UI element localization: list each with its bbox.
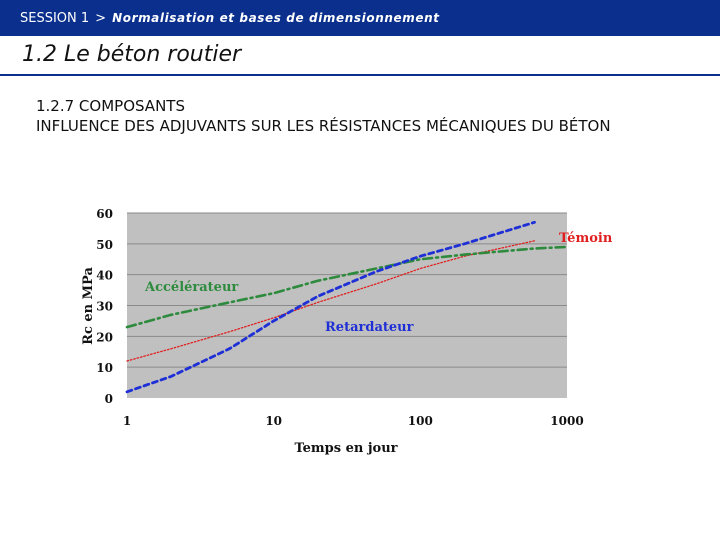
x-axis-label: Temps en jour <box>294 441 398 456</box>
y-tick-label: 20 <box>96 330 113 345</box>
section-title: 1.2 Le béton routier <box>22 42 242 67</box>
breadcrumb-separator: > <box>95 10 107 26</box>
y-axis-label: Rc en MPa <box>81 267 96 345</box>
y-tick-label: 40 <box>96 268 113 283</box>
y-tick-label: 30 <box>96 299 113 314</box>
session-label: SESSION 1 <box>20 10 90 26</box>
x-tick-label: 10 <box>265 414 283 428</box>
y-tick-label: 60 <box>96 207 113 221</box>
x-tick-label: 1 <box>122 414 132 428</box>
series-label-retardateur: Retardateur <box>325 320 414 335</box>
heading-line-2: INFLUENCE DES ADJUVANTS SUR LES RÉSISTANCES MÉCANIQUES DU BÉTON <box>36 117 611 135</box>
y-tick-label: 10 <box>96 361 113 376</box>
y-tick-label: 50 <box>96 237 113 252</box>
x-tick-labels <box>123 414 584 428</box>
y-tick-label: 0 <box>104 392 113 406</box>
x-tick-label: 100 <box>407 414 433 428</box>
y-tick-labels <box>96 207 113 406</box>
series-label-temoin: Témoin <box>559 231 613 246</box>
series-label-accelerateur: Accélérateur <box>145 280 239 295</box>
heading-line-1: 1.2.7 COMPOSANTS <box>36 97 185 115</box>
session-subtitle: Normalisation et bases de dimensionnement <box>112 11 440 25</box>
x-tick-label: 1000 <box>550 414 584 428</box>
